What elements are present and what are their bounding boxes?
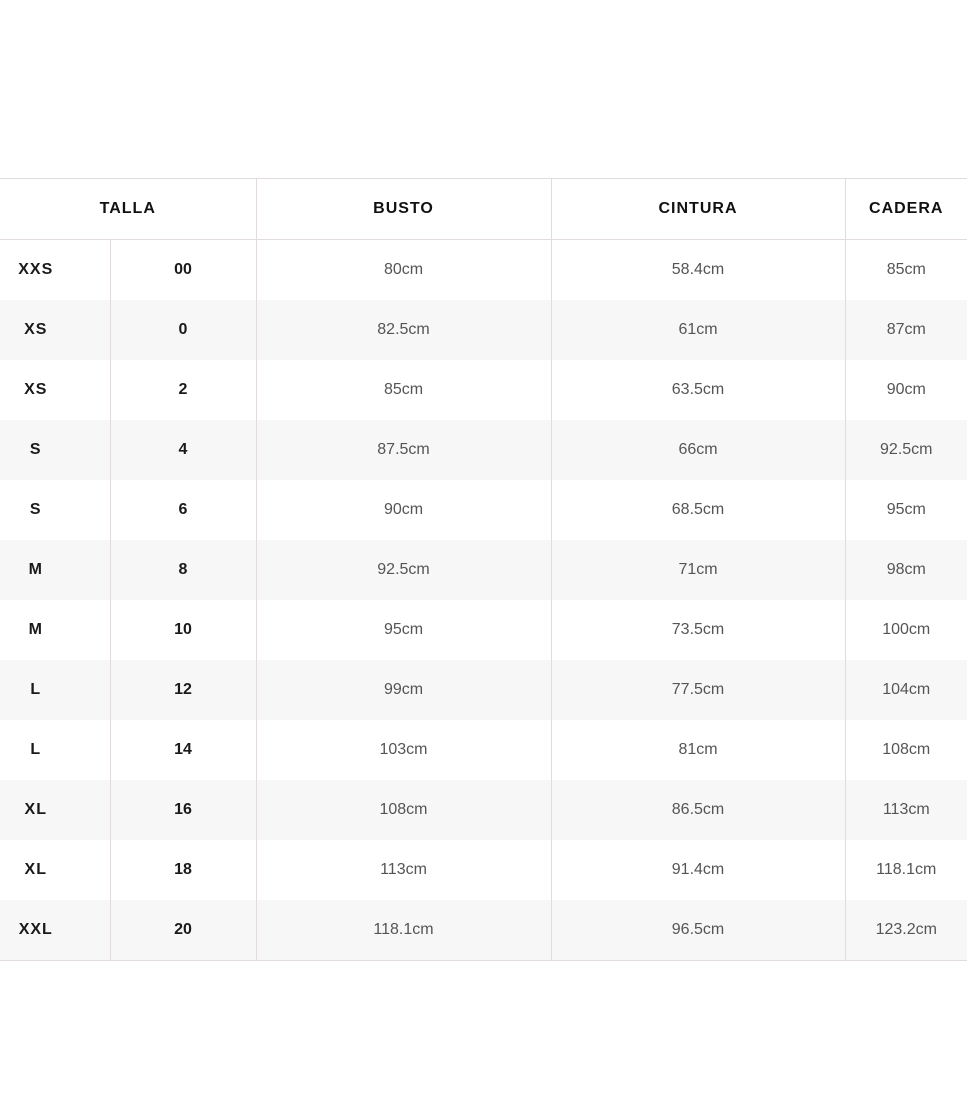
table-row <box>0 360 967 420</box>
size-number-cell: 2 <box>110 360 256 420</box>
busto-cell: 103cm <box>256 720 551 780</box>
size-letter-cell: XXS <box>18 261 54 278</box>
table-row <box>0 840 967 900</box>
size-chart-table <box>0 178 967 961</box>
size-letter-cell: L <box>0 660 110 720</box>
size-number-cell: 0 <box>110 300 256 360</box>
header-busto: BUSTO <box>256 179 551 240</box>
table-row <box>0 900 967 961</box>
cintura-cell: 61cm <box>551 300 845 360</box>
cadera-cell: 87cm <box>845 300 967 360</box>
busto-cell: 99cm <box>256 660 551 720</box>
size-letter-cell: S <box>29 501 42 518</box>
busto-cell: 80cm <box>256 240 551 301</box>
cadera-cell: 85cm <box>845 240 967 301</box>
cadera-cell: 92.5cm <box>845 420 967 480</box>
size-letter-cell: XS <box>24 381 48 398</box>
size-number-cell: 10 <box>110 600 256 660</box>
busto-cell: 118.1cm <box>256 900 551 961</box>
table-row <box>0 540 967 600</box>
header-cadera: CADERA <box>845 179 967 240</box>
busto-cell: 87.5cm <box>256 420 551 480</box>
table-row <box>0 660 967 720</box>
size-letter-cell: XL <box>24 861 47 878</box>
table-header-row <box>0 179 967 240</box>
cintura-cell: 71cm <box>551 540 845 600</box>
busto-cell: 85cm <box>256 360 551 420</box>
cadera-cell: 113cm <box>845 780 967 840</box>
cintura-cell: 77.5cm <box>551 660 845 720</box>
cintura-cell: 91.4cm <box>551 840 845 900</box>
cintura-cell: 96.5cm <box>551 900 845 961</box>
busto-cell: 92.5cm <box>256 540 551 600</box>
cintura-cell: 68.5cm <box>551 480 845 540</box>
size-number-cell: 4 <box>110 420 256 480</box>
table-row <box>0 300 967 360</box>
size-number-cell: 16 <box>110 780 256 840</box>
size-number-cell: 00 <box>110 240 256 301</box>
table-row <box>0 780 967 840</box>
table-row <box>0 720 967 780</box>
size-number-cell: 18 <box>110 840 256 900</box>
size-letter-cell: XXL <box>0 900 110 961</box>
size-letter-cell: XL <box>0 780 110 840</box>
cintura-cell: 81cm <box>551 720 845 780</box>
size-letter-cell: S <box>0 420 110 480</box>
cintura-cell: 73.5cm <box>551 600 845 660</box>
table-row <box>0 600 967 660</box>
cadera-cell: 108cm <box>845 720 967 780</box>
size-number-cell: 14 <box>110 720 256 780</box>
size-letter-cell: XS <box>0 300 110 360</box>
cadera-cell: 118.1cm <box>845 840 967 900</box>
cintura-cell: 63.5cm <box>551 360 845 420</box>
size-number-cell: 20 <box>110 900 256 961</box>
header-talla: TALLA <box>0 179 256 240</box>
table-row <box>0 420 967 480</box>
cadera-cell: 123.2cm <box>845 900 967 961</box>
busto-cell: 90cm <box>256 480 551 540</box>
size-number-cell: 12 <box>110 660 256 720</box>
header-cintura: CINTURA <box>551 179 845 240</box>
busto-cell: 113cm <box>256 840 551 900</box>
cadera-cell: 98cm <box>845 540 967 600</box>
busto-cell: 95cm <box>256 600 551 660</box>
size-letter-cell: M <box>0 540 110 600</box>
cadera-cell: 95cm <box>845 480 967 540</box>
size-number-cell: 8 <box>110 540 256 600</box>
size-number-cell: 6 <box>110 480 256 540</box>
cintura-cell: 66cm <box>551 420 845 480</box>
busto-cell: 108cm <box>256 780 551 840</box>
table-row <box>0 480 967 540</box>
size-letter-cell: M <box>28 621 43 638</box>
busto-cell: 82.5cm <box>256 300 551 360</box>
cadera-cell: 90cm <box>845 360 967 420</box>
table-row <box>0 240 967 301</box>
size-letter-cell: L <box>30 741 42 758</box>
cintura-cell: 86.5cm <box>551 780 845 840</box>
cintura-cell: 58.4cm <box>551 240 845 301</box>
cadera-cell: 100cm <box>845 600 967 660</box>
cadera-cell: 104cm <box>845 660 967 720</box>
